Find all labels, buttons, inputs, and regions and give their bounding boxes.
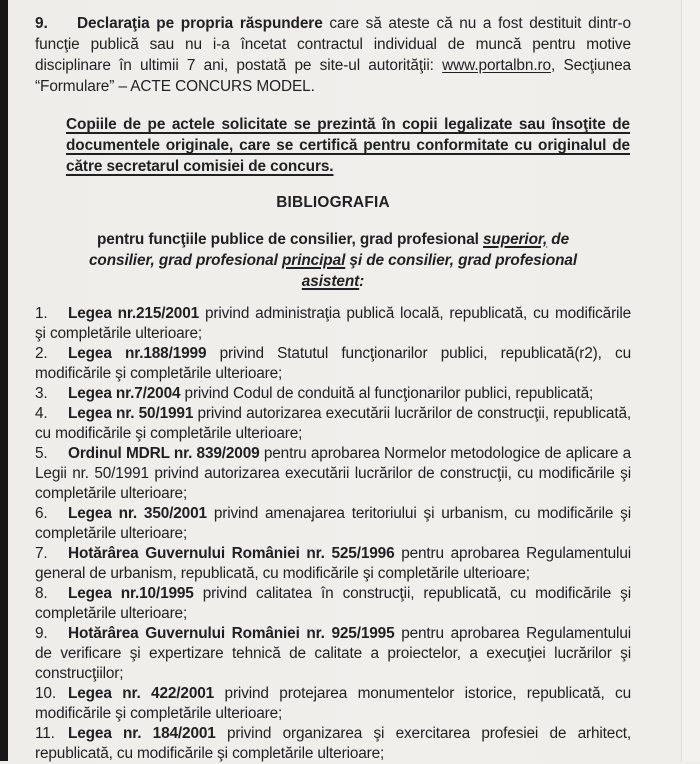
law-item-title: Legea nr. 50/1991 xyxy=(68,404,194,422)
law-item-title: Legea nr.7/2004 xyxy=(68,384,181,402)
law-item-text: privind Codul de conduită al funcţionarilor publici, republicată; xyxy=(180,384,594,402)
law-list-item xyxy=(35,684,631,724)
declaration-body-text: care să ateste că nu a fost destituit dintr-o funcţie publică sau nu i-a încetat contractul individual de muncă pentru motive disciplinare în ultimii 7 ani, postată pe site-ul autorităţii: xyxy=(35,15,632,75)
law-item-number: 2. xyxy=(35,344,48,362)
subtitle-segment: de consilier, grad profesional xyxy=(88,230,570,269)
law-list-item xyxy=(35,624,631,684)
subtitle-grade-asistent: asistent xyxy=(301,272,360,290)
bibliography-subtitle xyxy=(73,229,593,292)
law-item-number: 5. xyxy=(35,444,48,462)
law-list-item xyxy=(35,304,631,344)
bibliography-list xyxy=(35,304,631,764)
paragraph-number: 9. xyxy=(35,15,48,33)
page-right-edge xyxy=(681,0,700,761)
law-item-text: privind organizarea şi exercitarea profesiei de arhitect, republicată, cu modificările şi completările ulterioare; xyxy=(35,724,632,762)
law-item-text: pentru aprobarea Regulamentului de verificare şi expertizare tehnică de calitate a proiectelor, a execuţiei lucrărilor şi construcţiilor; xyxy=(35,624,632,682)
law-item-title: Legea nr. 350/2001 xyxy=(68,504,207,522)
law-item-text: privind administraţia publică locală, republicată, cu modificările şi completările ulterioare; xyxy=(35,304,632,342)
law-item-title: Legea nr.215/2001 xyxy=(68,304,200,322)
law-item-title: Legea nr.188/1999 xyxy=(68,344,207,362)
law-list-item xyxy=(35,404,631,444)
law-list-item xyxy=(35,444,631,504)
declaration-bold-lead: Declaraţia pe propria răspundere xyxy=(77,15,330,33)
subtitle-segment: : xyxy=(359,272,365,290)
certified-copies-notice: Copiile de pe actele solicitate se prezintă în copii legalizate sau însoţite de documentele originale, care se certifică pentru conformitate cu originalul de către secretarul comisiei de concurs. xyxy=(66,116,630,176)
law-item-title: Legea nr. 422/2001 xyxy=(68,684,215,702)
subtitle-segment: şi de consilier, grad profesional xyxy=(345,251,578,269)
law-item-title: Legea nr. 184/2001 xyxy=(68,724,216,742)
scan-left-edge-bar xyxy=(0,0,8,761)
declaration-paragraph xyxy=(35,13,631,97)
law-list-item xyxy=(35,724,631,764)
law-list-item xyxy=(35,544,631,584)
law-item-number: 6. xyxy=(35,504,48,522)
law-item-text: privind Statutul funcţionarilor publici, republicată(r2), cu modificările şi completările ulterioare; xyxy=(35,344,631,382)
subtitle-grade-superior: superior, xyxy=(483,230,548,248)
law-list-item xyxy=(35,584,631,624)
law-item-text: privind protejarea monumentelor istorice, republicată, cu modificările şi completările ulterioare; xyxy=(35,684,632,722)
law-item-number: 7. xyxy=(35,544,48,562)
law-item-text: privind autorizarea executării lucrărilor de construcţii, republicată, cu modificările şi completările ulterioare; xyxy=(35,404,631,442)
law-list-item xyxy=(35,344,631,384)
declaration-tail-text: , Secţiunea “Formulare” – ACTE CONCURS MODEL. xyxy=(35,57,632,96)
law-item-title: Hotărârea Guvernului României nr. 525/1996 xyxy=(68,544,395,562)
law-list-item xyxy=(35,384,631,404)
document-content xyxy=(35,0,631,764)
law-item-text: privind amenajarea teritoriului şi urbanism, cu modificările şi completările ulterioare; xyxy=(35,504,631,542)
law-item-number: 8. xyxy=(35,584,48,602)
law-item-number: 9. xyxy=(35,624,48,642)
law-item-title: Ordinul MDRL nr. 839/2009 xyxy=(68,444,260,462)
law-list-item xyxy=(35,504,631,544)
subtitle-grade-principal: principal xyxy=(282,251,346,269)
law-item-text: pentru aprobarea Regulamentului general de urbanism, republicată, cu modificările şi completările ulterioare; xyxy=(35,544,632,582)
subtitle-segment: pentru funcţiile publice de consilier, grad profesional xyxy=(96,230,484,248)
law-item-title: Legea nr.10/1995 xyxy=(68,584,194,602)
law-item-text: pentru aprobarea Normelor metodologice de aplicare a Legii nr. 50/1991 privind autorizarea executării lucrărilor de construcţii, cu modificările şi completările ulterioare; xyxy=(35,444,631,502)
bibliography-title: BIBLIOGRAFIA xyxy=(276,194,390,212)
portalbn-url-text: www.portalbn.ro xyxy=(442,57,551,75)
law-item-number: 11. xyxy=(35,724,55,742)
law-item-number: 10. xyxy=(35,684,56,702)
law-item-number: 4. xyxy=(35,404,48,422)
law-item-text: privind calitatea în construcţii, republicată, cu modificările şi completările ulterioare; xyxy=(35,584,631,622)
law-item-number: 3. xyxy=(35,384,48,402)
law-item-title: Hotărârea Guvernului României nr. 925/1995 xyxy=(68,624,395,642)
law-item-number: 1. xyxy=(35,304,48,322)
